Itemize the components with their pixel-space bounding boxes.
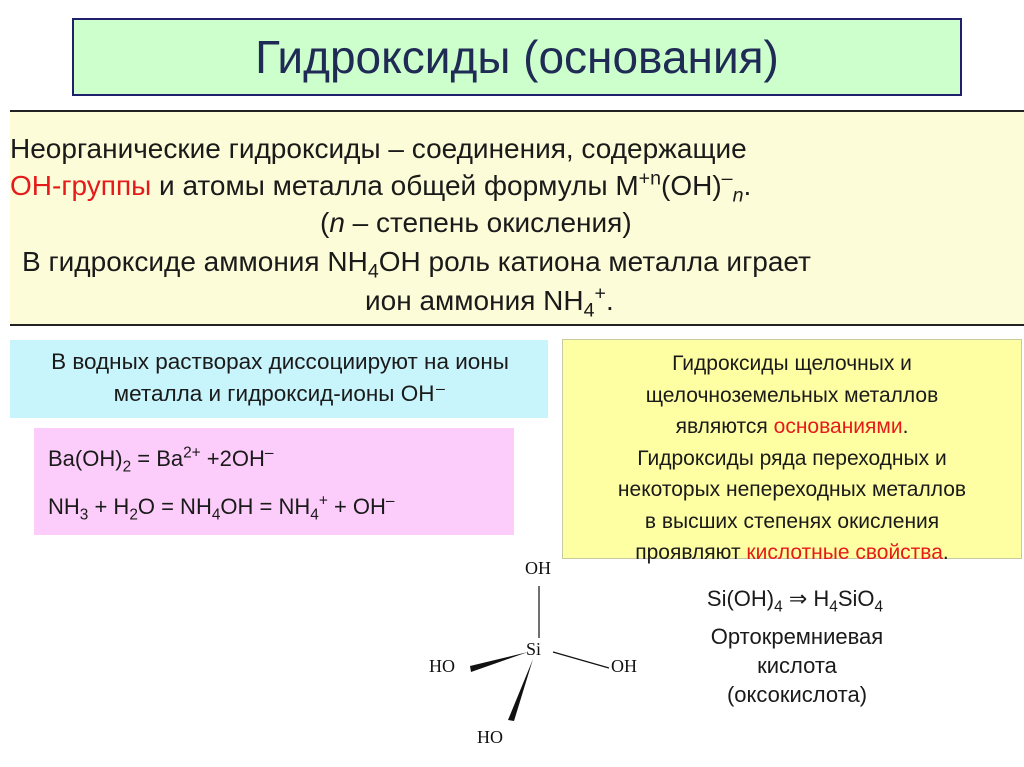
silicic-acid-name: Ортокремниевая кислота (оксокислота) <box>710 624 884 707</box>
wedge-bond-left <box>470 652 528 672</box>
note-line-1: Гидроксиды щелочных и <box>672 352 912 375</box>
note-line-7: проявляют кислотные свойства. <box>635 541 949 564</box>
note-line-5: некоторых непереходных металлов <box>617 478 967 501</box>
atom-ho-bottom: HO <box>477 727 503 747</box>
definition-box <box>10 110 1024 326</box>
equations-box <box>34 428 514 535</box>
note-line-2: щелочноземельных металлов <box>645 383 939 407</box>
atom-si: Si <box>526 639 542 659</box>
definition-line-1: Неорганические гидроксиды – соединения, содержащие <box>10 133 747 164</box>
atom-oh-top: OH <box>525 558 551 578</box>
definition-line-4: В гидроксиде аммония $NH_4OH$ роль катиона металла играет <box>22 246 811 283</box>
slide-title: Гидроксиды (основания) <box>255 31 779 83</box>
note-line-3: являются основаниями. <box>675 415 909 438</box>
definition-line-5: ион аммония $NH_4^+$. <box>365 282 614 322</box>
note-line-4: Гидроксиды ряда переходных и <box>637 446 947 470</box>
acidic-properties-highlight: кислотные свойства <box>746 541 943 564</box>
slide-title-box <box>72 18 962 96</box>
implies-arrow-icon: ⇒ <box>782 586 814 611</box>
definition-line-2: ОН-группы и атомы металла общей формулы $М^{+n}(ОН)^-_n$. <box>10 167 752 207</box>
equation-barium-hydroxide: $Ba(OH)_2 = Ba^{2+} +2OH^-$ <box>48 444 274 476</box>
equation-ammonium-hydroxide: $NH_3 + H_2O = NH_4OH = NH_4^+ + OH^-$ <box>48 492 395 524</box>
atom-oh-right: OH <box>611 656 637 676</box>
oh-group-highlight: ОН-группы <box>10 170 152 201</box>
bases-highlight: основаниями <box>773 415 903 438</box>
silicic-acid-formula: $Si(OH)_4$ ⇒ $H_4SiO_4$ <box>706 586 884 616</box>
definition-line-3: (n – степень окисления) <box>320 207 632 238</box>
dissociation-note: В водных растворах диссоциируют на ионы металла и гидроксид-ионы ОН⁻ <box>51 349 509 406</box>
orthosilicic-acid-structure <box>415 548 675 753</box>
atom-ho-left: HO <box>429 656 455 676</box>
wedge-bond-bottom <box>508 659 533 721</box>
bond-right <box>553 652 609 668</box>
note-line-6: в высших степенях окисления <box>644 509 940 533</box>
dissociation-note-box <box>10 340 548 418</box>
acid-base-note-box <box>562 339 1022 564</box>
